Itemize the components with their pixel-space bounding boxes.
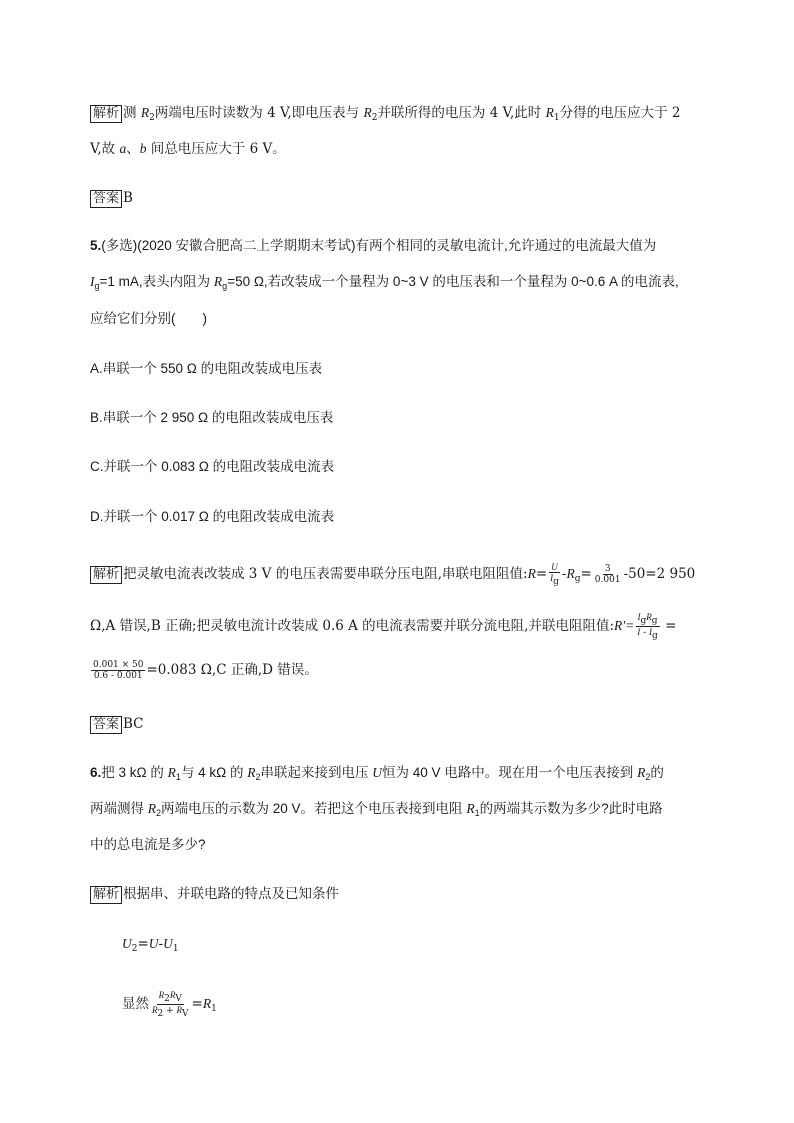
answer-tag: 答案	[90, 190, 122, 208]
question-5-line-3: 应给它们分别( )	[90, 311, 207, 326]
question-5-line-2: $I_g=1$ mA,表头内阻为 $R_g=50$ Ω,若改装成一个量程为 0~3 V 的电压表和一个量程为 0~0.6 A 的电流表,	[90, 274, 679, 291]
option-d: D.并联一个 0.017 Ω 的电阻改装成电流表	[90, 509, 335, 524]
analysis-line-2: V,故 a、b 间总电压应大于 6 V。	[90, 141, 286, 157]
answer-tag: 答案	[90, 716, 122, 734]
fraction-calculation: $\frac{0.001 \times 50}{0.6 - 0.001}$	[93, 660, 144, 681]
analysis-tag: 解析	[90, 105, 122, 123]
answer-line-2	[90, 715, 144, 734]
answer-line	[90, 189, 133, 208]
answer-value: B	[123, 190, 133, 206]
question-6-line-1: 6.把 3 kΩ 的 $R_1$与 4 kΩ 的 $R_2$串联起来接到电压 U恒为 40 V 电路中。现在用一个电压表接到 $R_2$的	[90, 765, 664, 782]
equation-u2: $U_2=U-U_1$	[122, 936, 179, 954]
question-number: 6.	[90, 765, 102, 780]
fraction-parallel-resistance: $\frac{\text{IgRg}}{I - Ig}$	[637, 612, 658, 641]
fraction-3-over-0001: $\frac{3}{0.001}$	[594, 564, 621, 585]
option-b: B.串联一个 2 950 Ω 的电阻改装成电压表	[90, 410, 334, 425]
question-6-line-2: 两端测得 $R_2$两端电压的示数为 20 V。若把这个电压表接到电阻 $R_1$的两端其示数为多少?此时电路	[90, 801, 663, 818]
answer-value: BC	[123, 716, 144, 732]
equation-parallel: 显然 $\frac{R2RV}{R2 + RV}$ $=R_1$	[122, 990, 217, 1019]
question-number: 5.	[90, 238, 102, 253]
analysis-tag: 解析	[90, 566, 122, 584]
analysis-2-line-1: 解析 把灵敏电流表改装成 3 V 的电压表需要串联分压电阻,串联电阻阻值:R= $\frac{U}{Ig}$ $-R_g=$ $\frac{3}{0.001}$ -50=2 950	[90, 562, 695, 588]
question-5-line-1: 5.(多选)(2020 安徽合肥高二上学期期末考试)有两个相同的灵敏电流计,允许通过的电流最大值为	[90, 238, 657, 253]
question-6-line-3: 中的总电流是多少?	[90, 837, 206, 852]
analysis-line-1: 解析 测 $R_2$两端电压时读数为 4 V,即电压表与 $R_2$并联所得的电压为 4 V,此时 $R_1$分得的电压应大于 2	[90, 104, 680, 127]
option-c: C.并联一个 0.083 Ω 的电阻改装成电流表	[90, 459, 335, 474]
analysis-2-line-2: Ω,A 错误,B 正确;把灵敏电流计改装成 0.6 A 的电流表需要并联分流电阻,并联电阻阻值:R'= $\frac{\text{IgRg}}{I - Ig}$ =	[90, 612, 677, 641]
option-a: A.串联一个 550 Ω 的电阻改装成电压表	[90, 361, 323, 376]
fraction-u-over-ig: $\frac{U}{Ig}$	[550, 562, 559, 587]
fraction-r2rv: $\frac{R2RV}{R2 + RV}$	[152, 990, 189, 1019]
analysis-3-line-1: 解析 根据串、并联电路的特点及已知条件	[90, 885, 339, 904]
analysis-2-line-3: $\frac{0.001 \times 50}{0.6 - 0.001}$ =0.083 Ω,C 正确,D 错误。	[93, 660, 318, 681]
analysis-tag: 解析	[90, 886, 122, 904]
